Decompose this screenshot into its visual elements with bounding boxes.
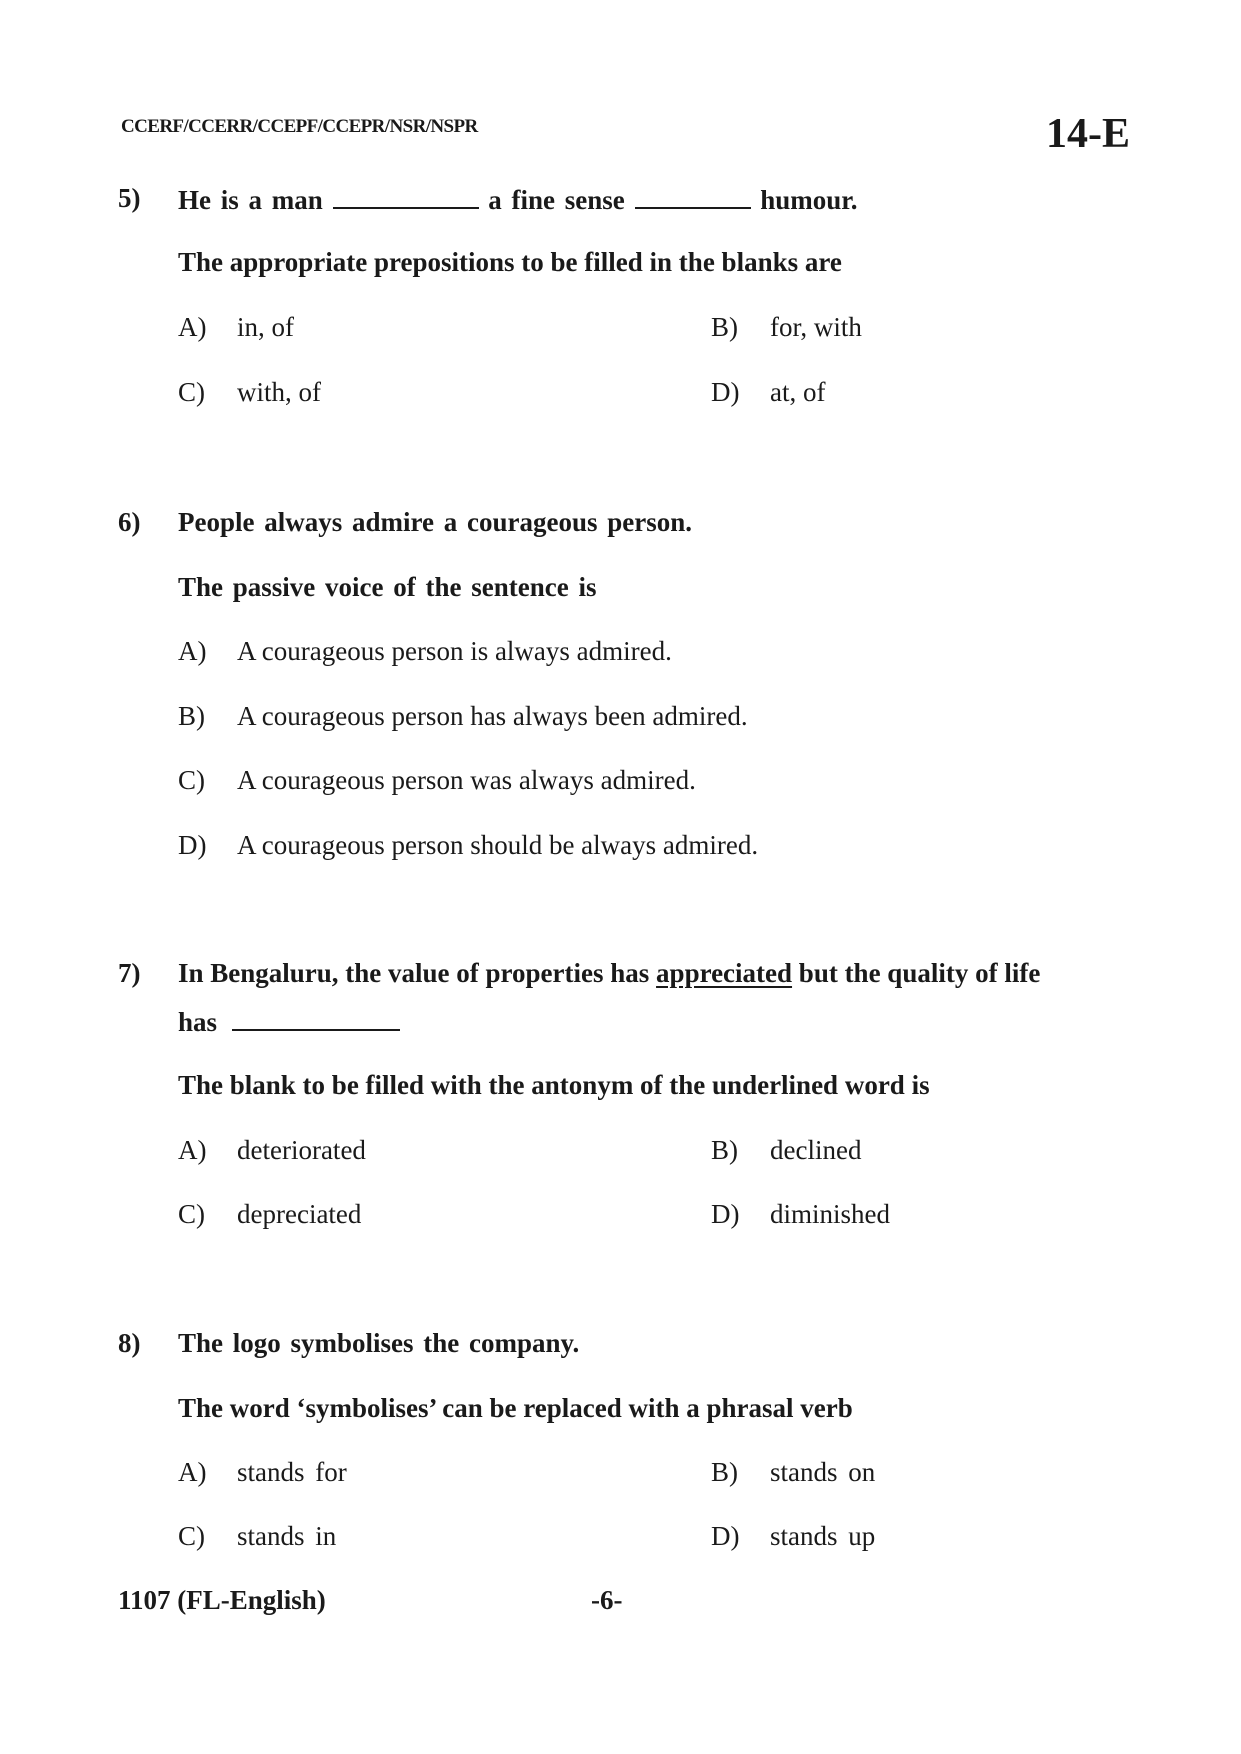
underlined-word: appreciated bbox=[656, 958, 793, 988]
option-text: diminished bbox=[770, 1199, 890, 1229]
option-label: C) bbox=[178, 765, 205, 795]
option-label: D) bbox=[711, 1521, 740, 1551]
question-stem bbox=[178, 958, 1040, 989]
option-label: B) bbox=[711, 312, 738, 342]
stem-part: humour. bbox=[760, 185, 858, 215]
question-stem: The logo symbolises the company. bbox=[178, 1328, 580, 1358]
footer-paper-code: 1107 (FL-English) bbox=[118, 1585, 326, 1615]
option-text: A courageous person was always admired. bbox=[237, 765, 696, 795]
option-text: stands on bbox=[770, 1457, 876, 1487]
option-label: B) bbox=[711, 1457, 738, 1487]
question-instruction: The blank to be filled with the antonym of the underlined word is bbox=[178, 1070, 930, 1100]
option-text: A courageous person has always been admired. bbox=[237, 701, 748, 731]
blank-line bbox=[232, 1005, 400, 1031]
option-label: A) bbox=[178, 636, 207, 666]
stem-part: In Bengaluru, the value of properties has bbox=[178, 958, 650, 988]
stem-part: has bbox=[178, 1007, 218, 1037]
question-instruction: The passive voice of the sentence is bbox=[178, 572, 597, 602]
option-label: C) bbox=[178, 1521, 205, 1551]
stem-part: but the quality of life bbox=[798, 958, 1041, 988]
option-text: stands for bbox=[237, 1457, 347, 1487]
question-number: 7) bbox=[118, 958, 141, 988]
option-text: stands up bbox=[770, 1521, 876, 1551]
option-text: A courageous person should be always admired. bbox=[237, 830, 759, 860]
question-number: 5) bbox=[118, 183, 141, 213]
exam-codes: CCERF/CCERR/CCEPF/CCEPR/NSR/NSPR bbox=[121, 116, 478, 137]
option-text: depreciated bbox=[237, 1199, 362, 1229]
option-text: for, with bbox=[770, 312, 862, 342]
option-text: at, of bbox=[770, 377, 826, 407]
option-text: deteriorated bbox=[237, 1135, 366, 1165]
blank-line bbox=[635, 183, 751, 209]
question-stem-line-2 bbox=[178, 1005, 400, 1038]
option-text: A courageous person is always admired. bbox=[237, 636, 672, 666]
option-label: D) bbox=[711, 377, 740, 407]
option-label: A) bbox=[178, 1457, 207, 1487]
option-label: A) bbox=[178, 1135, 207, 1165]
option-label: C) bbox=[178, 377, 205, 407]
option-label: D) bbox=[711, 1199, 740, 1229]
question-number: 8) bbox=[118, 1328, 141, 1358]
option-label: C) bbox=[178, 1199, 205, 1229]
option-label: B) bbox=[711, 1135, 738, 1165]
option-text: with, of bbox=[237, 377, 321, 407]
option-label: B) bbox=[178, 701, 205, 731]
question-instruction: The word ‘symbolises’ can be replaced with a phrasal verb bbox=[178, 1393, 853, 1423]
option-label: A) bbox=[178, 312, 207, 342]
footer-page-number: -6- bbox=[591, 1585, 623, 1615]
stem-part: He is a man bbox=[178, 185, 323, 215]
question-instruction: The appropriate prepositions to be filled in the blanks are bbox=[178, 247, 842, 277]
question-stem: People always admire a courageous person. bbox=[178, 507, 692, 537]
blank-line bbox=[333, 183, 479, 209]
option-text: declined bbox=[770, 1135, 862, 1165]
page-code: 14-E bbox=[1046, 111, 1130, 157]
question-number: 6) bbox=[118, 507, 141, 537]
stem-part: a fine sense bbox=[488, 185, 625, 215]
option-text: in, of bbox=[237, 312, 294, 342]
option-text: stands in bbox=[237, 1521, 337, 1551]
option-label: D) bbox=[178, 830, 207, 860]
question-stem bbox=[178, 183, 858, 216]
